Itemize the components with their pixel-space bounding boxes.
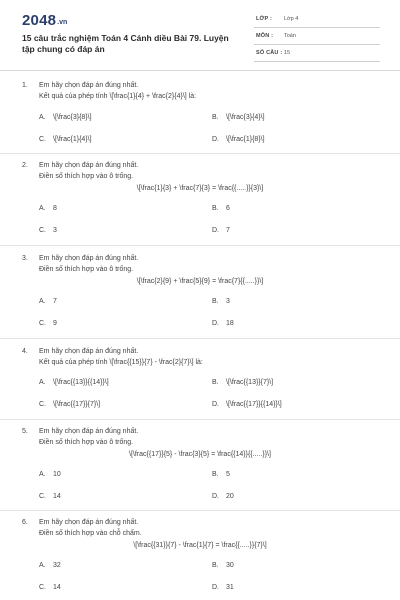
option-b[interactable]	[212, 205, 230, 212]
option-c[interactable]	[39, 320, 57, 327]
option-text: \[\frac{3}{4}\]	[226, 114, 265, 121]
question-number: 5.	[22, 428, 28, 435]
option-letter: C.	[39, 493, 46, 500]
page-title: 15 câu trắc nghiệm Toán 4 Cánh diều Bài 79. Luyện tập chung có đáp án	[22, 33, 229, 54]
option-letter: C.	[39, 584, 46, 591]
option-c[interactable]	[39, 227, 57, 234]
option-text: \[\frac{1}{4}\]	[53, 136, 92, 143]
option-b[interactable]	[212, 379, 273, 386]
option-c[interactable]	[39, 401, 100, 408]
question-expression: \[\frac{{17}}{5} - \frac{3}{5} = \frac{{14}}{{.....}}\]	[129, 451, 271, 458]
question-instruction: Em hãy chọn đáp án đúng nhất.	[39, 82, 139, 89]
option-c[interactable]	[39, 136, 92, 143]
option-letter: D.	[212, 136, 219, 143]
option-letter: A.	[39, 471, 46, 478]
meta-label: SỐ CÂU :	[256, 50, 283, 56]
question-instruction: Em hãy chọn đáp án đúng nhất.	[39, 348, 139, 355]
option-letter: B.	[212, 114, 219, 121]
option-text: 5	[226, 471, 230, 478]
option-letter: B.	[212, 205, 219, 212]
option-a[interactable]	[39, 114, 92, 121]
option-letter: D.	[212, 320, 219, 327]
option-text: 7	[53, 298, 57, 305]
option-text: \[\frac{{13}}{7}\]	[226, 379, 274, 386]
meta-row-class	[254, 14, 380, 28]
option-text: 31	[226, 584, 234, 591]
option-text: 8	[53, 205, 57, 212]
option-text: 30	[226, 562, 234, 569]
option-text: 3	[53, 227, 57, 234]
question-number: 4.	[22, 348, 28, 355]
option-text: 32	[53, 562, 61, 569]
option-letter: B.	[212, 379, 219, 386]
meta-value: Lớp 4	[284, 16, 299, 22]
question-divider	[0, 153, 400, 154]
question-instruction: Em hãy chọn đáp án đúng nhất.	[39, 162, 139, 169]
question-text: Điền số thích hợp vào ô trống.	[39, 173, 134, 180]
option-b[interactable]	[212, 114, 265, 121]
option-a[interactable]	[39, 205, 57, 212]
question-number: 2.	[22, 162, 28, 169]
option-letter: B.	[212, 298, 219, 305]
site-logo[interactable]	[22, 12, 67, 30]
question-divider	[0, 510, 400, 511]
logo-suffix: .vn	[57, 19, 68, 26]
question-number: 1.	[22, 82, 28, 89]
question-divider	[0, 419, 400, 420]
option-letter: C.	[39, 136, 46, 143]
question-text: Điền số thích hợp vào ô trống.	[39, 266, 134, 273]
meta-label: MÔN :	[256, 33, 274, 39]
question-expression: \[\frac{2}{9} + \frac{5}{9} = \frac{7}{{.....}}\]	[136, 278, 264, 285]
option-text: \[\frac{3}{8}\]	[53, 114, 92, 121]
question-divider	[0, 338, 400, 339]
option-text: 14	[53, 493, 61, 500]
header-divider	[0, 70, 400, 71]
option-d[interactable]	[212, 493, 234, 500]
option-letter: A.	[39, 562, 46, 569]
option-text: 3	[226, 298, 230, 305]
option-b[interactable]	[212, 562, 234, 569]
question-text: Kết quả của phép tính \[\frac{{15}}{7} - \frac{2}{7}\] là:	[39, 359, 203, 366]
question-text: Kết quả của phép tính \[\frac{1}{4} + \frac{2}{4}\] là:	[39, 93, 197, 100]
option-a[interactable]	[39, 562, 61, 569]
option-d[interactable]	[212, 584, 234, 591]
option-d[interactable]	[212, 136, 265, 143]
logo-main: 2048	[22, 12, 57, 29]
option-text: 20	[226, 493, 234, 500]
option-text: \[\frac{{17}}{7}\]	[53, 401, 101, 408]
option-text: \[\frac{{13}}{{14}}\]	[53, 379, 109, 386]
question-instruction: Em hãy chọn đáp án đúng nhất.	[39, 255, 139, 262]
option-text: 7	[226, 227, 230, 234]
option-letter: C.	[39, 401, 46, 408]
option-text: 6	[226, 205, 230, 212]
option-text: \[\frac{{17}}{{14}}\]	[226, 401, 282, 408]
option-a[interactable]	[39, 298, 57, 305]
option-text: 18	[226, 320, 234, 327]
option-letter: D.	[212, 401, 219, 408]
meta-info	[254, 14, 380, 65]
question-number: 6.	[22, 519, 28, 526]
option-letter: D.	[212, 227, 219, 234]
question-instruction: Em hãy chọn đáp án đúng nhất.	[39, 428, 139, 435]
option-text: 9	[53, 320, 57, 327]
option-letter: C.	[39, 227, 46, 234]
option-b[interactable]	[212, 471, 230, 478]
option-text: 10	[53, 471, 61, 478]
option-d[interactable]	[212, 320, 234, 327]
option-letter: A.	[39, 298, 46, 305]
question-text: Điền số thích hợp vào ô trống.	[39, 439, 134, 446]
question-divider	[0, 245, 400, 246]
meta-row-count	[254, 48, 380, 62]
meta-value: Toán	[284, 33, 296, 39]
option-letter: A.	[39, 205, 46, 212]
option-c[interactable]	[39, 584, 61, 591]
option-letter: A.	[39, 114, 46, 121]
question-number: 3.	[22, 255, 28, 262]
option-b[interactable]	[212, 298, 230, 305]
option-a[interactable]	[39, 379, 109, 386]
question-text: Điền số thích hợp vào chỗ chấm.	[39, 530, 142, 537]
option-text: \[\frac{1}{8}\]	[226, 136, 265, 143]
option-letter: C.	[39, 320, 46, 327]
meta-value: 15	[284, 50, 291, 56]
option-letter: D.	[212, 493, 219, 500]
meta-label: LỚP :	[256, 16, 272, 22]
option-c[interactable]	[39, 493, 61, 500]
option-letter: B.	[212, 471, 219, 478]
question-expression: \[\frac{{31}}{7} - \frac{1}{7} = \frac{{.....}}{7}\]	[133, 542, 267, 549]
question-instruction: Em hãy chọn đáp án đúng nhất.	[39, 519, 139, 526]
meta-row-subject	[254, 31, 380, 45]
option-a[interactable]	[39, 471, 61, 478]
option-letter: B.	[212, 562, 219, 569]
option-text: 14	[53, 584, 61, 591]
option-letter: A.	[39, 379, 46, 386]
option-d[interactable]	[212, 401, 282, 408]
option-letter: D.	[212, 584, 219, 591]
page-header	[0, 0, 400, 64]
option-d[interactable]	[212, 227, 230, 234]
question-expression: \[\frac{1}{3} + \frac{7}{3} = \frac{{.....}}{3}\]	[136, 185, 264, 192]
